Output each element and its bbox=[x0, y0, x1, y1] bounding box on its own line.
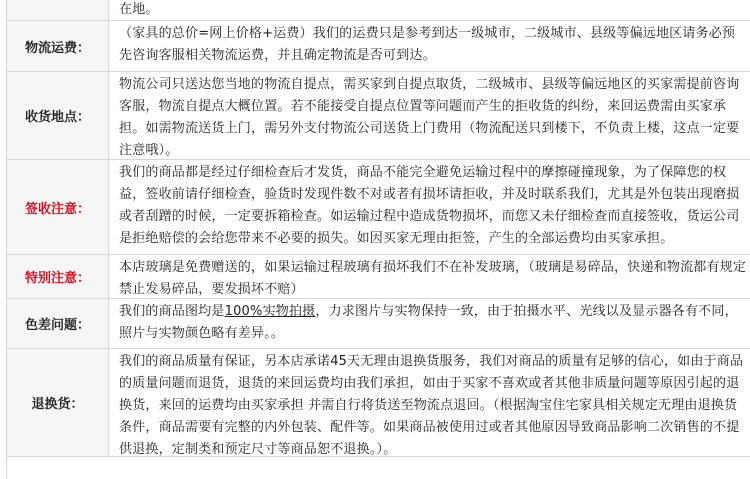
label-shipping-method bbox=[7, 0, 109, 20]
label-delivery-location: 收货地点： bbox=[7, 72, 109, 159]
color-text-before: 我们的商品图均是 bbox=[119, 304, 225, 319]
row-logistics-fee bbox=[7, 21, 750, 72]
content-special-notice: 本店玻璃是免费赠送的，如果运输过程玻璃有损坏我们不在补发玻璃，（玻璃是易碎品，快递和物流都有规定禁止发易碎品，要发损坏不赔） bbox=[119, 260, 747, 297]
content-returns: 我们的商品质量有保证，另本店承诺45天无理由退换货服务，我们对商品的质量有足够的信心，如由于商品的质量问题而退货，退货的来回运费均由我们承担，如由于买家不喜欢或者其他非质量问题等原因引起的退换货，来回的运费均由买家承担 并需自行将货送至物流点退回。（根据淘宝住宅家具相关规定无理由退换货条件，商品需要有完整的内外包装、配件等。如果商品被使用过或者其他原因导致商品影响二次销售的不提供退换，定制类和预定尺寸等商品恕不退换。）。 bbox=[119, 354, 744, 457]
label-logistics-fee: 物流运费： bbox=[7, 21, 109, 71]
color-text-underlined: 100%实物拍摄 bbox=[224, 304, 316, 319]
row-returns bbox=[7, 349, 750, 457]
row-signing-notice bbox=[7, 160, 750, 255]
content-shipping-method: 在地。 bbox=[119, 2, 159, 17]
color-text-after: ，力求图片与实物保持一致，由于拍摄水平、光线以及显示器各有不同，照片与实物颜色略有差异。。 bbox=[119, 304, 738, 341]
label-signing-notice: 签收注意： bbox=[7, 160, 109, 254]
row-shipping-method bbox=[7, 0, 750, 21]
label-special-notice: 特别注意： bbox=[7, 255, 109, 298]
content-delivery-location: 物流公司只送达您当地的物流自提点，需买家到自提点取货，二级城市、县级等偏远地区的买家需提前咨询客服，物流自提点大概位置。若不能接受自提点位置等问题而产生的拒收货的纠纷，来回运费需由买家承担。如需物流送货上门，需另外支付物流公司送货上门费用（物流配送只到楼下，不负责上楼，这点一定要注意哦）。 bbox=[119, 77, 740, 158]
content-logistics-fee: （家具的总价=网上价格+运费）我们的运费只是参考到达一级城市，二级城市、县级等偏远地区请务必预先咨询客服相关物流运费，并且确定物流是否可到达。 bbox=[119, 26, 736, 63]
content-signing-notice: 我们的商品都是经过仔细检查后才发货，商品不能完全避免运输过程中的摩擦碰撞现象，为了保障您的权益，签收前请仔细检查，验货时发现件数不对或者有损坏请拒收，并及时联系我们，尤其是外包装出现磨损或者刮蹭的时候，一定要拆箱检查。如运输过程中造成货物损坏，而您又未仔细检查而直接签收，货运公司是拒绝赔偿的会给您带来不必要的损失。如因买家无理由拒签，产生的全部运费均由买家承担。 bbox=[119, 165, 740, 246]
policy-table bbox=[6, 0, 750, 479]
label-color-difference: 色差问题： bbox=[7, 299, 109, 348]
content-color-difference bbox=[119, 301, 747, 345]
row-delivery-location bbox=[7, 72, 750, 160]
row-special-notice bbox=[7, 255, 750, 299]
label-returns: 退换货： bbox=[7, 349, 109, 456]
row-color-difference bbox=[7, 299, 750, 349]
